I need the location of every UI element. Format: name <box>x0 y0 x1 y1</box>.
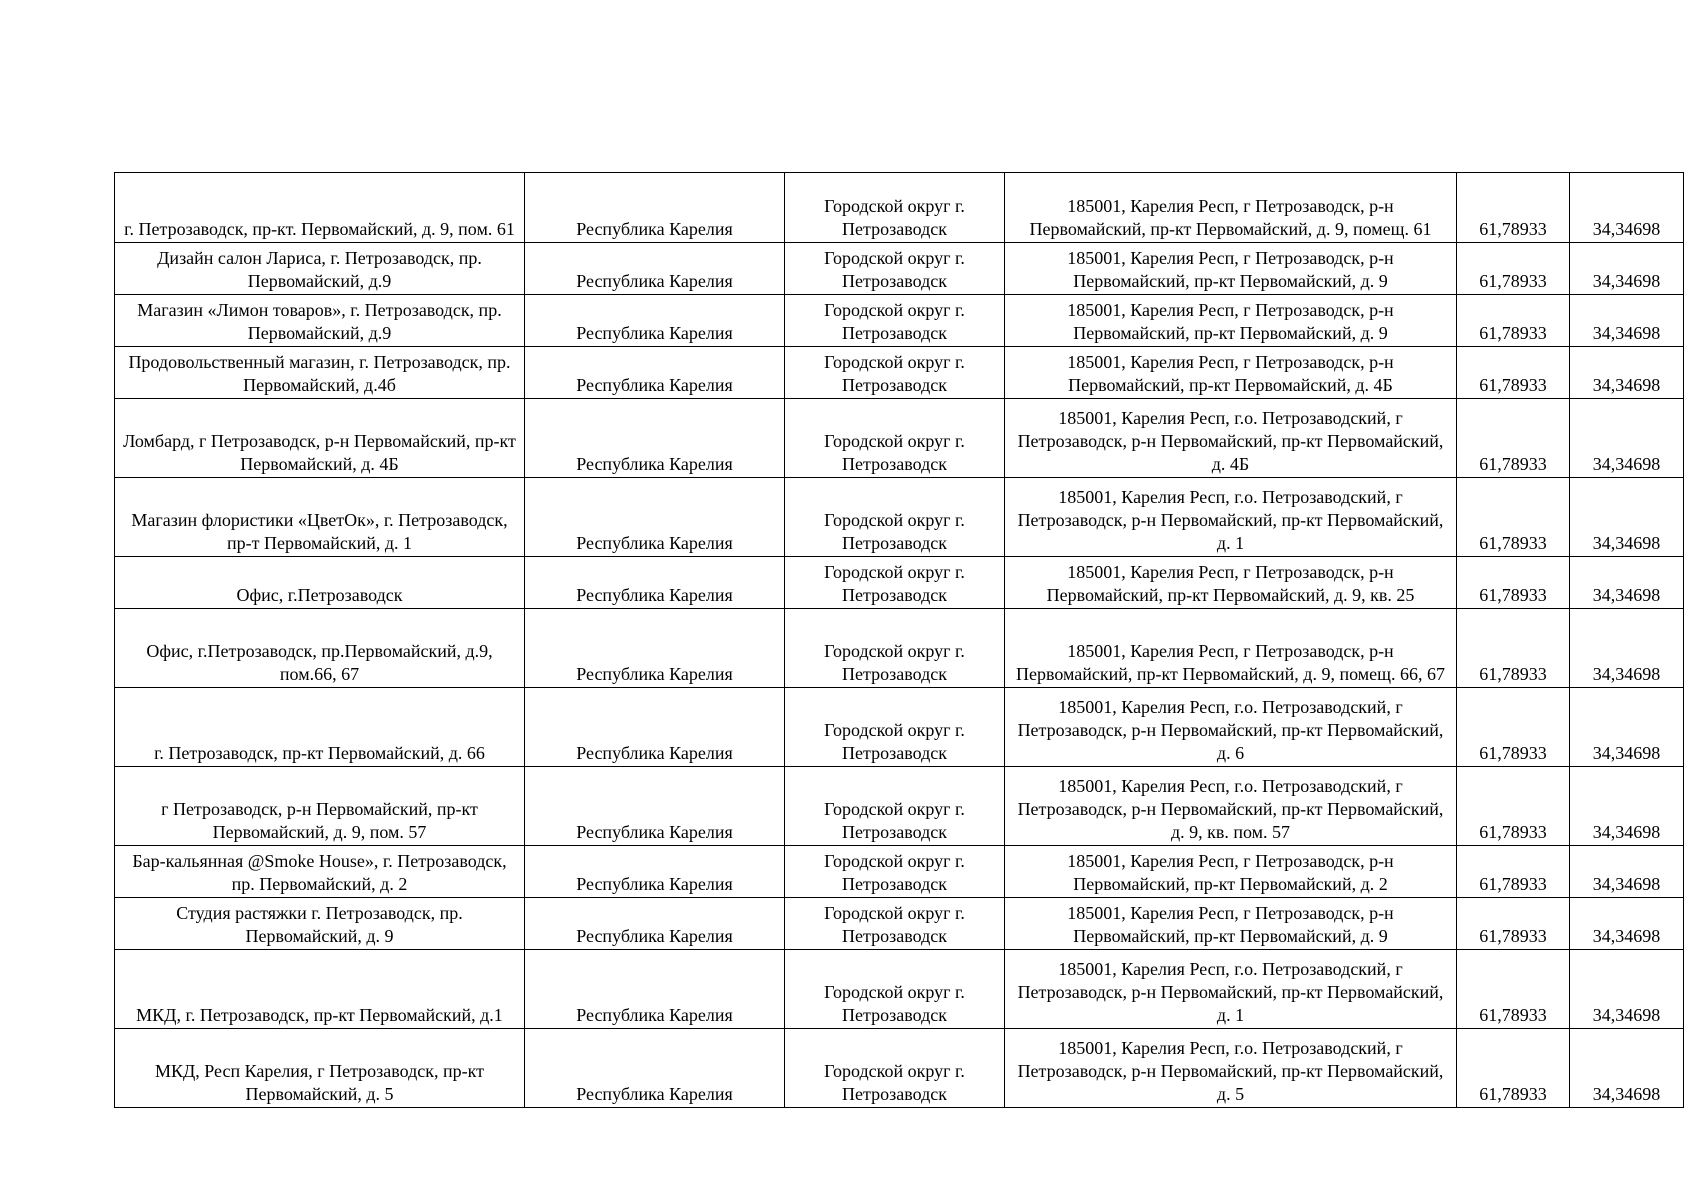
latitude-cell: 61,78933 <box>1457 478 1570 557</box>
okrug-cell: Городской округ г. Петрозаводск <box>785 950 1005 1029</box>
region-cell: Республика Карелия <box>525 1029 785 1108</box>
object-name-cell: г. Петрозаводск, пр-кт. Первомайский, д. 9, пом. 61 <box>115 173 525 243</box>
latitude-cell: 61,78933 <box>1457 557 1570 609</box>
table-row <box>115 295 1684 347</box>
okrug-cell: Городской округ г. Петрозаводск <box>785 767 1005 846</box>
latitude-cell: 61,78933 <box>1457 173 1570 243</box>
longitude-cell: 34,34698 <box>1570 688 1684 767</box>
table-row <box>115 898 1684 950</box>
latitude-cell: 61,78933 <box>1457 950 1570 1029</box>
object-name-cell: г Петрозаводск, р-н Первомайский, пр-кт Первомайский, д. 9, пом. 57 <box>115 767 525 846</box>
table-row <box>115 950 1684 1029</box>
longitude-cell: 34,34698 <box>1570 295 1684 347</box>
address-cell: 185001, Карелия Респ, г Петрозаводск, р-н Первомайский, пр-кт Первомайский, д. 9, помещ. 66, 67 <box>1005 609 1457 688</box>
longitude-cell: 34,34698 <box>1570 347 1684 399</box>
table-row <box>115 1029 1684 1108</box>
object-name-cell: МКД, Респ Карелия, г Петрозаводск, пр-кт Первомайский, д. 5 <box>115 1029 525 1108</box>
address-cell: 185001, Карелия Респ, г Петрозаводск, р-н Первомайский, пр-кт Первомайский, д. 2 <box>1005 846 1457 898</box>
object-name-cell: Студия растяжки г. Петрозаводск, пр. Первомайский, д. 9 <box>115 898 525 950</box>
okrug-cell: Городской округ г. Петрозаводск <box>785 898 1005 950</box>
table-row <box>115 609 1684 688</box>
address-cell: 185001, Карелия Респ, г Петрозаводск, р-н Первомайский, пр-кт Первомайский, д. 4Б <box>1005 347 1457 399</box>
region-cell: Республика Карелия <box>525 399 785 478</box>
longitude-cell: 34,34698 <box>1570 898 1684 950</box>
okrug-cell: Городской округ г. Петрозаводск <box>785 478 1005 557</box>
region-cell: Республика Карелия <box>525 609 785 688</box>
table-row <box>115 688 1684 767</box>
okrug-cell: Городской округ г. Петрозаводск <box>785 173 1005 243</box>
latitude-cell: 61,78933 <box>1457 243 1570 295</box>
latitude-cell: 61,78933 <box>1457 1029 1570 1108</box>
region-cell: Республика Карелия <box>525 898 785 950</box>
address-cell: 185001, Карелия Респ, г Петрозаводск, р-н Первомайский, пр-кт Первомайский, д. 9 <box>1005 295 1457 347</box>
region-cell: Республика Карелия <box>525 767 785 846</box>
latitude-cell: 61,78933 <box>1457 609 1570 688</box>
address-cell: 185001, Карелия Респ, г.о. Петрозаводский, г Петрозаводск, р-н Первомайский, пр-кт Первомайский, д. 1 <box>1005 950 1457 1029</box>
table-row <box>115 347 1684 399</box>
address-cell: 185001, Карелия Респ, г.о. Петрозаводский, г Петрозаводск, р-н Первомайский, пр-кт Первомайский, д. 1 <box>1005 478 1457 557</box>
okrug-cell: Городской округ г. Петрозаводск <box>785 1029 1005 1108</box>
address-cell: 185001, Карелия Респ, г Петрозаводск, р-н Первомайский, пр-кт Первомайский, д. 9, помещ. 61 <box>1005 173 1457 243</box>
region-cell: Республика Карелия <box>525 478 785 557</box>
longitude-cell: 34,34698 <box>1570 478 1684 557</box>
okrug-cell: Городской округ г. Петрозаводск <box>785 688 1005 767</box>
object-name-cell: Магазин «Лимон товаров», г. Петрозаводск, пр. Первомайский, д.9 <box>115 295 525 347</box>
longitude-cell: 34,34698 <box>1570 399 1684 478</box>
region-cell: Республика Карелия <box>525 950 785 1029</box>
region-cell: Республика Карелия <box>525 243 785 295</box>
latitude-cell: 61,78933 <box>1457 347 1570 399</box>
object-name-cell: г. Петрозаводск, пр-кт Первомайский, д. 66 <box>115 688 525 767</box>
latitude-cell: 61,78933 <box>1457 295 1570 347</box>
latitude-cell: 61,78933 <box>1457 767 1570 846</box>
address-cell: 185001, Карелия Респ, г.о. Петрозаводский, г Петрозаводск, р-н Первомайский, пр-кт Первомайский, д. 9, кв. пом. 57 <box>1005 767 1457 846</box>
latitude-cell: 61,78933 <box>1457 399 1570 478</box>
region-cell: Республика Карелия <box>525 846 785 898</box>
longitude-cell: 34,34698 <box>1570 609 1684 688</box>
table-row <box>115 557 1684 609</box>
address-cell: 185001, Карелия Респ, г Петрозаводск, р-н Первомайский, пр-кт Первомайский, д. 9 <box>1005 898 1457 950</box>
address-cell: 185001, Карелия Респ, г Петрозаводск, р-н Первомайский, пр-кт Первомайский, д. 9, кв. 25 <box>1005 557 1457 609</box>
okrug-cell: Городской округ г. Петрозаводск <box>785 609 1005 688</box>
address-cell: 185001, Карелия Респ, г.о. Петрозаводский, г Петрозаводск, р-н Первомайский, пр-кт Первомайский, д. 5 <box>1005 1029 1457 1108</box>
longitude-cell: 34,34698 <box>1570 950 1684 1029</box>
okrug-cell: Городской округ г. Петрозаводск <box>785 347 1005 399</box>
table-row <box>115 767 1684 846</box>
table-row <box>115 243 1684 295</box>
table-row <box>115 846 1684 898</box>
table-row <box>115 478 1684 557</box>
latitude-cell: 61,78933 <box>1457 846 1570 898</box>
object-name-cell: Ломбард, г Петрозаводск, р-н Первомайский, пр-кт Первомайский, д. 4Б <box>115 399 525 478</box>
longitude-cell: 34,34698 <box>1570 557 1684 609</box>
okrug-cell: Городской округ г. Петрозаводск <box>785 846 1005 898</box>
longitude-cell: 34,34698 <box>1570 767 1684 846</box>
object-name-cell: Офис, г.Петрозаводск <box>115 557 525 609</box>
object-name-cell: Продовольственный магазин, г. Петрозаводск, пр. Первомайский, д.4б <box>115 347 525 399</box>
okrug-cell: Городской округ г. Петрозаводск <box>785 399 1005 478</box>
okrug-cell: Городской округ г. Петрозаводск <box>785 243 1005 295</box>
region-cell: Республика Карелия <box>525 295 785 347</box>
latitude-cell: 61,78933 <box>1457 688 1570 767</box>
longitude-cell: 34,34698 <box>1570 1029 1684 1108</box>
region-cell: Республика Карелия <box>525 557 785 609</box>
document-sheet <box>114 172 1683 1108</box>
object-name-cell: МКД, г. Петрозаводск, пр-кт Первомайский, д.1 <box>115 950 525 1029</box>
table-row <box>115 399 1684 478</box>
object-name-cell: Дизайн салон Лариса, г. Петрозаводск, пр. Первомайский, д.9 <box>115 243 525 295</box>
okrug-cell: Городской округ г. Петрозаводск <box>785 557 1005 609</box>
longitude-cell: 34,34698 <box>1570 846 1684 898</box>
object-name-cell: Офис, г.Петрозаводск, пр.Первомайский, д.9, пом.66, 67 <box>115 609 525 688</box>
object-name-cell: Магазин флористики «ЦветОк», г. Петрозаводск, пр-т Первомайский, д. 1 <box>115 478 525 557</box>
longitude-cell: 34,34698 <box>1570 173 1684 243</box>
latitude-cell: 61,78933 <box>1457 898 1570 950</box>
address-cell: 185001, Карелия Респ, г.о. Петрозаводский, г Петрозаводск, р-н Первомайский, пр-кт Первомайский, д. 6 <box>1005 688 1457 767</box>
region-cell: Республика Карелия <box>525 688 785 767</box>
table-row <box>115 173 1684 243</box>
longitude-cell: 34,34698 <box>1570 243 1684 295</box>
object-name-cell: Бар-кальянная @Smoke House», г. Петрозаводск, пр. Первомайский, д. 2 <box>115 846 525 898</box>
address-cell: 185001, Карелия Респ, г Петрозаводск, р-н Первомайский, пр-кт Первомайский, д. 9 <box>1005 243 1457 295</box>
okrug-cell: Городской округ г. Петрозаводск <box>785 295 1005 347</box>
address-cell: 185001, Карелия Респ, г.о. Петрозаводский, г Петрозаводск, р-н Первомайский, пр-кт Первомайский, д. 4Б <box>1005 399 1457 478</box>
region-cell: Республика Карелия <box>525 347 785 399</box>
address-table <box>114 172 1684 1108</box>
region-cell: Республика Карелия <box>525 173 785 243</box>
